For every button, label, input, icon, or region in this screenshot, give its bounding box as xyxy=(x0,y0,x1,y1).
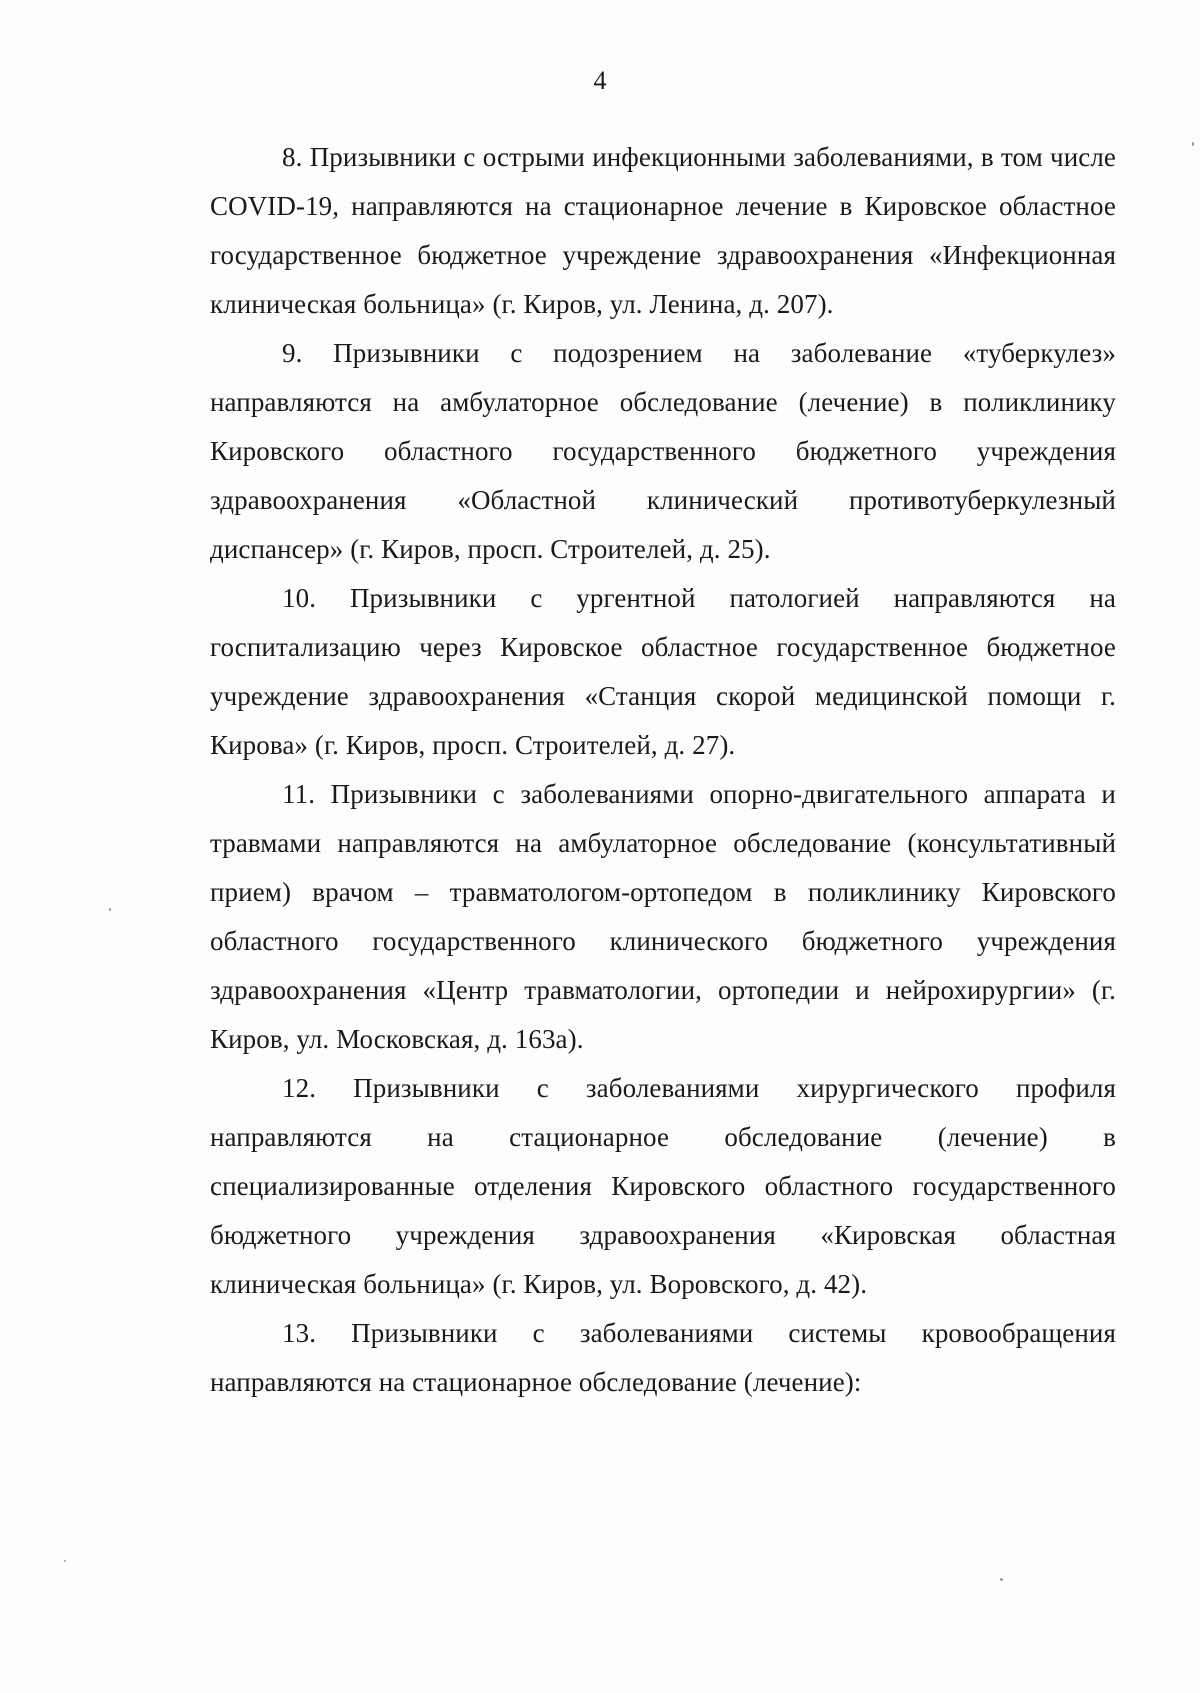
paragraph-8: 8. Призывники с острыми инфекционными заболеваниями, в том числе COVID-19, направляются на стационарное лечение в Кировское областное государственное бюджетное учреждение здравоохранения «Инфекционная клиническая больница» (г. Киров, ул. Ленина, д. 207). xyxy=(210,142,1116,319)
paragraph-11: 11. Призывники с заболеваниями опорно-двигательного аппарата и травмами направляются на амбулаторное обследование (консультативный прием) врачом – травматологом-ортопедом в поликлинику Кировского областного государственного клинического бюджетного учреждения здравоохранения «Центр травматологии, ортопедии и нейрохирургии» (г. Киров, ул. Московская, д. 163а). xyxy=(210,779,1116,1054)
scan-speck xyxy=(109,908,111,911)
paragraph-12: 12. Призывники с заболеваниями хирургического профиля направляются на стационарное обследование (лечение) в специализированные отделения Кировского областного государственного бюджетного учреждения здравоохранения «Кировская областная клиническая больница» (г. Киров, ул. Воровского, д. 42). xyxy=(210,1073,1116,1299)
scan-speck xyxy=(64,1560,66,1562)
paragraph-9: 9. Призывники с подозрением на заболевание «туберкулез» направляются на амбулаторное обследование (лечение) в поликлинику Кировского областного государственного бюджетного учреждения здравоохранения «Областной клинический противотуберкулезный диспансер» (г. Киров, просп. Строителей, д. 25). xyxy=(210,338,1116,564)
paragraph-10: 10. Призывники с ургентной патологией направляются на госпитализацию через Кировское областное государственное бюджетное учреждение здравоохранения «Станция скорой медицинской помощи г. Кирова» (г. Киров, просп. Строителей, д. 27). xyxy=(210,583,1116,760)
scan-speck xyxy=(1000,1578,1003,1581)
paragraph-13: 13. Призывники с заболеваниями системы кровообращения направляются на стационарное обследование (лечение): xyxy=(210,1318,1116,1397)
page-number: 4 xyxy=(593,66,607,95)
scan-speck xyxy=(1192,142,1194,146)
document-body xyxy=(210,133,1116,1407)
